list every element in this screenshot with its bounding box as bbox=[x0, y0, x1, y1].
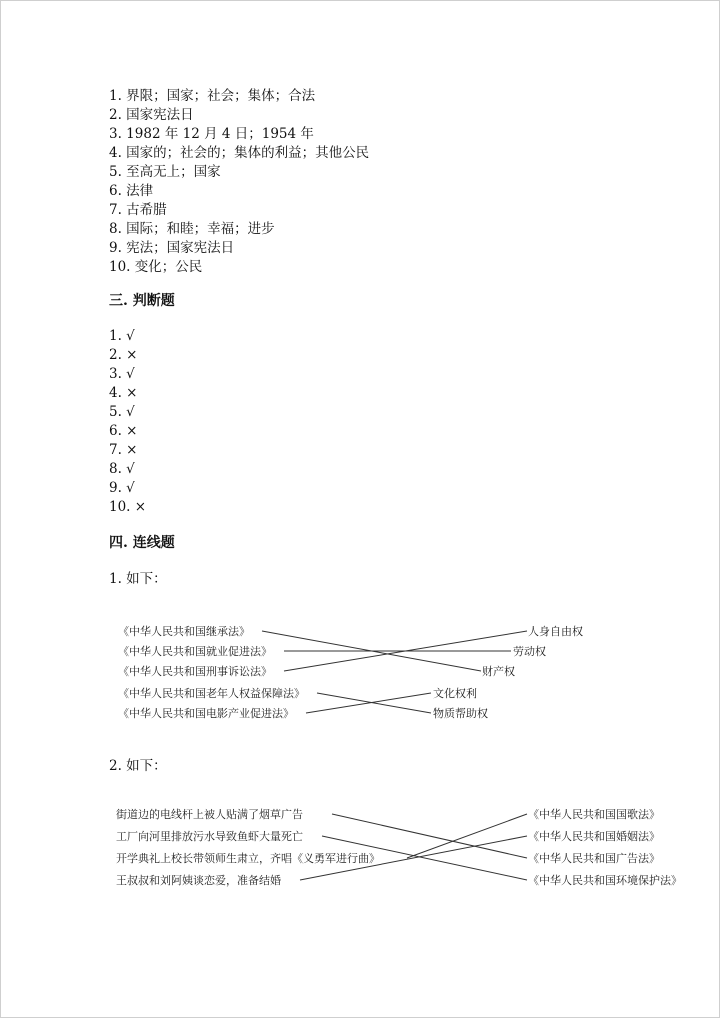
q2-right-item: 《中华人民共和国婚姻法》 bbox=[528, 830, 660, 843]
fill-answer-item: 2. 国家宪法日 bbox=[109, 107, 194, 123]
match-line bbox=[407, 814, 527, 858]
q1-left-item: 《中华人民共和国老年人权益保障法》 bbox=[118, 687, 305, 700]
q2-left-item: 工厂向河里排放污水导致鱼虾大量死亡 bbox=[116, 830, 303, 843]
judgment-answer-item: 4. × bbox=[109, 385, 138, 401]
q2-right-item: 《中华人民共和国广告法》 bbox=[528, 852, 660, 865]
fill-answer-item: 7. 古希腊 bbox=[109, 202, 167, 218]
fill-answer-item: 1. 界限；国家；社会；集体；合法 bbox=[109, 88, 316, 104]
q2-left-item: 街道边的电线杆上被人贴满了烟草广告 bbox=[116, 808, 303, 821]
matching-diagram-2 bbox=[116, 807, 682, 887]
fill-answer-item: 3. 1982 年 12 月 4 日；1954 年 bbox=[109, 126, 314, 142]
judgment-answer-item: 8. √ bbox=[109, 461, 135, 477]
question-1-label: 1. 如下： bbox=[109, 571, 167, 587]
judgment-answer-item: 10. × bbox=[109, 499, 147, 515]
q1-left-item: 《中华人民共和国继承法》 bbox=[118, 625, 250, 638]
fill-answer-item: 9. 宪法；国家宪法日 bbox=[109, 240, 235, 256]
judgment-answer-item: 1. √ bbox=[109, 328, 135, 344]
section-heading-judgment: 三. 判断题 bbox=[109, 293, 175, 309]
q1-right-item: 财产权 bbox=[482, 665, 515, 678]
judgment-answer-item: 2. × bbox=[109, 347, 138, 363]
question-2-label: 2. 如下： bbox=[109, 758, 167, 774]
judgment-answer-item: 5. √ bbox=[109, 404, 135, 420]
q1-right-item: 劳动权 bbox=[513, 645, 546, 658]
judgment-answer-item: 3. √ bbox=[109, 366, 135, 382]
q1-right-item: 文化权利 bbox=[433, 687, 477, 700]
section-heading-matching: 四. 连线题 bbox=[109, 535, 175, 551]
fill-answer-item: 4. 国家的；社会的；集体的利益；其他公民 bbox=[109, 145, 370, 161]
fill-answer-item: 8. 国际；和睦；幸福；进步 bbox=[109, 221, 275, 237]
q2-left-item: 王叔叔和刘阿姨谈恋爱，准备结婚 bbox=[116, 874, 281, 887]
q1-left-item: 《中华人民共和国刑事诉讼法》 bbox=[118, 665, 272, 678]
matching-diagram-1 bbox=[118, 624, 583, 720]
judgment-answer-item: 7. × bbox=[109, 442, 138, 458]
fill-answer-item: 10. 变化；公民 bbox=[109, 259, 203, 275]
judgment-answer-item: 9. √ bbox=[109, 480, 135, 496]
q1-left-item: 《中华人民共和国就业促进法》 bbox=[118, 645, 272, 658]
q1-right-item: 人身自由权 bbox=[528, 625, 583, 638]
q2-left-item: 开学典礼上校长带领师生肃立，齐唱《义勇军进行曲》 bbox=[116, 852, 380, 865]
fill-answer-item: 5. 至高无上；国家 bbox=[109, 164, 221, 180]
fill-answer-item: 6. 法律 bbox=[109, 183, 154, 199]
q2-right-item: 《中华人民共和国环境保护法》 bbox=[528, 874, 682, 887]
judgment-answer-item: 6. × bbox=[109, 423, 138, 439]
q1-left-item: 《中华人民共和国电影产业促进法》 bbox=[118, 707, 294, 720]
q2-right-item: 《中华人民共和国国歌法》 bbox=[528, 808, 660, 821]
q1-right-item: 物质帮助权 bbox=[433, 707, 488, 720]
